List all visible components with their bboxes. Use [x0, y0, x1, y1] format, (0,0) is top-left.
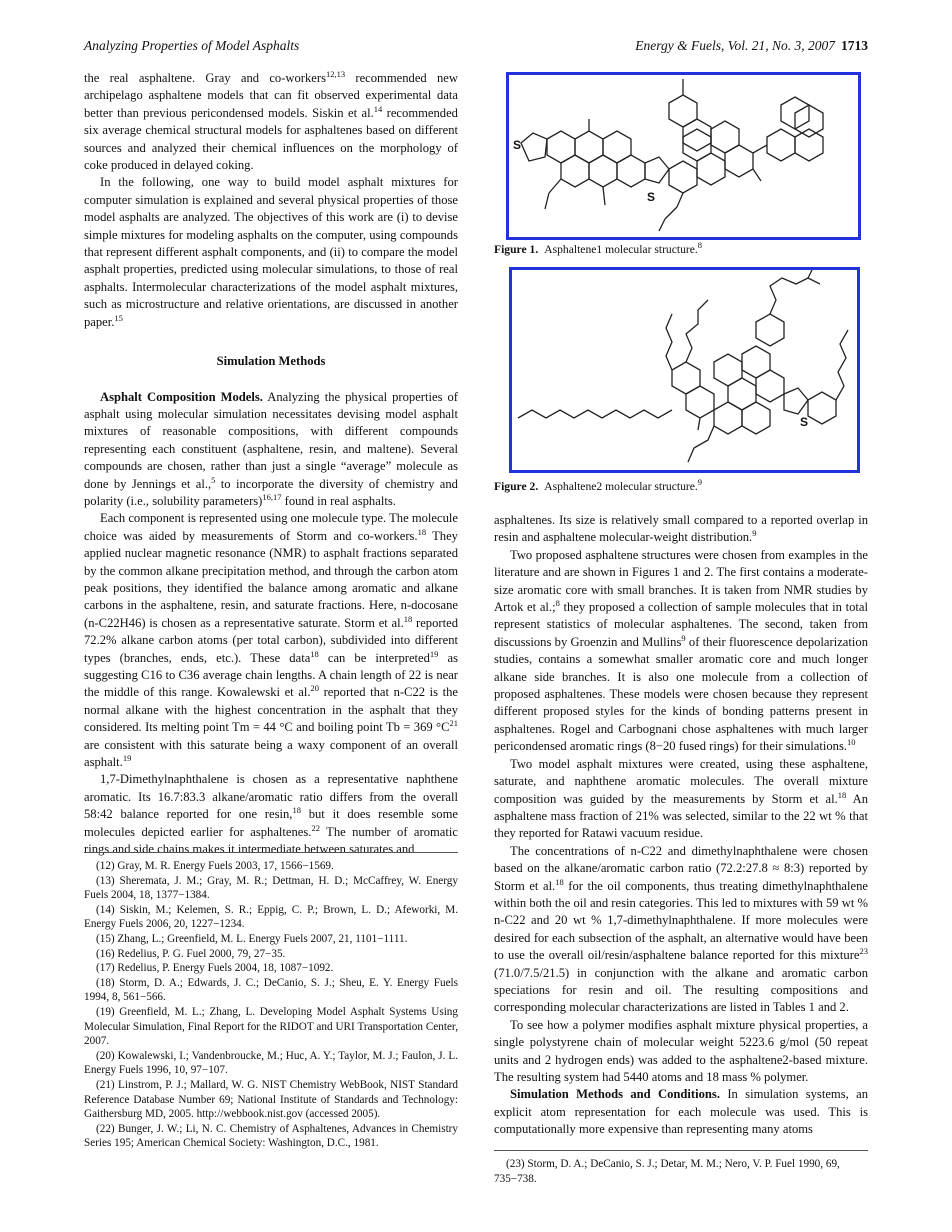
figure-2-asphaltene2-structure [509, 267, 860, 473]
reference-item: (16) Redelius, P. G. Fuel 2000, 79, 27−35. [96, 947, 286, 960]
reference-item: (22) Bunger, J. W.; Li, N. C. Chemistry of Asphaltenes, Advances in Chemistry Series 195; American Chemical Society: Washington, D.C., 1981. [84, 1122, 458, 1150]
molecule-diagram-2 [512, 270, 857, 470]
molecule-diagram-1 [509, 75, 858, 237]
paragraph: Two proposed asphaltene structures were chosen from examples in the literature and are shown in Figures 1 and 2. The first contains a moderate-size aromatic core with small branches. It is taken from NMR studies by Artok et al.;$^8$ they proposed a collection of sample molecules that in total represent statistics of molecular asphaltenes. The second, taken from discussions by Groenzin and Mullins$^9$ of their fluorescence depolarization studies, contains a somewhat smaller aromatic core and much longer alkane side branches. It is also one molecule from a collection of proposed asphaltenes. These models were chosen because they represent different proposed styles for the kinds of bonding patterns present in asphaltenes. Rogel and Carbognani chose asphaltenes with much larger pericondensed aromatic rings (8−20 fused rings) for their simulations.$^{10}$ [494, 547, 868, 754]
paragraph: 1,7-Dimethylnaphthalene is chosen as a representative naphthene aromatic. Its 16.7:83.3 alkane/aromatic ratio differs from the overall 58:42 balance reported for one resin,$^{18}$ but it does resemble some molecules depicted earlier for asphaltenes.$^{22}$ The number of aromatic rings and side chains makes it intermediate between saturates and [84, 772, 458, 857]
paragraph: the real asphaltene. Gray and co-workers$^{12,13}$ recommended new archipelago asphaltene models that can fit observed experimental data better than previous pericondensed models. Siskin et al.$^{14}$ recommended six average chemical structural models for asphaltenes based on different sources and analyzed their chemical influences on the morphology of coke produced in delayed coking. [84, 68, 458, 173]
reference-item: (12) Gray, M. R. Energy Fuels 2003, 17, 1566−1569. [96, 860, 334, 872]
reference-item: (20) Kowalewski, I.; Vandenbroucke, M.; Huc, A. Y.; Taylor, M. J.; Faulon, J. L. Energy Fuels 1996, 10, 97−107. [84, 1049, 458, 1077]
left-column [84, 70, 458, 858]
sulfur-atom-label: S [800, 415, 809, 429]
sulfur-atom-label: S [513, 138, 522, 152]
running-header [84, 38, 868, 58]
reference-item: (19) Greenfield, M. L.; Zhang, L. Developing Model Asphalt Systems Using Molecular Simulation, Final Report for the RIDOT and URI Transportation Center, 2007. [84, 1005, 458, 1048]
page-number: 1713 [841, 38, 868, 53]
reference-item: (17) Redelius, P. Energy Fuels 2004, 18, 1087−1092. [96, 962, 334, 975]
footnote-rule [84, 852, 458, 853]
section-title: Simulation Methods [216, 354, 326, 369]
paragraph: The concentrations of n-C22 and dimethylnaphthalene were chosen based on the alkane/aromatic carbon ratio (72.2:27.8 ≈ 8:3) reported by Storm et al.$^{18}$ for the oil components, thus treating dimethylnaphthalene within both the oil and resin categories. This led to mixtures with 59 wt % n-C22 and 20 wt % 1,7-dimethylnaphthalene. If more molecules were desired for each subsection of the asphalt, an alternative would have been to use the overall oil/resin/asphaltene balance reported for this mixture$^{23}$ (71.0/7.5/21.5) in conjunction with the alkane and aromatic carbon speciations for resin and oil. The resulting compositions and corresponding molecular characterizations are listed in Tables 1 and 2. [494, 843, 868, 1015]
figure-1-caption: Figure 1. Asphaltene1 molecular structure.$^8$ [494, 240, 703, 256]
reference-item: (15) Zhang, L.; Greenfield, M. L. Energy Fuels 2007, 21, 1101−1111. [96, 932, 408, 945]
reference-item: (13) Sheremata, J. M.; Gray, M. R.; Dettman, H. D.; McCaffrey, W. Energy Fuels 2004, 18, 1377−1384. [84, 874, 458, 902]
right-column [494, 512, 868, 1139]
reference-item: (18) Storm, D. A.; Edwards, J. C.; DeCanio, S. J.; Sheu, E. Y. Energy Fuels 1994, 8, 561−566. [84, 976, 458, 1004]
paragraph: Each component is represented using one molecule type. The molecule choice was aided by measurements of Storm and co-workers.$^{18}$ They applied nuclear magnetic resonance (NMR) to asphalt fractions separated by the common alkane precipitation method, and through the carbon atom peak positions, they identified the balance among aromatic and alkane carbons in the asphaltene, resin, and saturate fractions. Here, n-docosane (n-C22H46) is chosen as a representative saturate. Storm et al.$^{18}$ reported 72.2% alkane carbon atoms (per total carbon), subdivided into different types (branches, ends, etc.). These data$^{18}$ can be interpreted$^{19}$ as suggesting C16 to C36 average chain lengths. A chain length of 22 is near the middle of this range. Kowalewski et al.$^{20}$ reported that n-C22 is the normal alkane with the highest concentration in the asphalt that they considered. Its melting point Tm = 44 °C and boiling point Tb = 369 $^\circ C^{21}$ are consistent with this saturate being a waxy component of an overall asphalt.$^{19}$ [84, 511, 458, 770]
reference-item: (14) Siskin, M.; Kelemen, S. R.; Eppig, C. P.; Brown, L. D.; Afeworki, M. Energy Fuels 2006, 20, 1227−1234. [84, 903, 458, 931]
paragraph: Asphalt Composition Models. Analyzing the physical properties of asphalt using molecular simulation necessitates devising model asphalt mixtures of reasonable compositions, with different compounds representing each constituent (asphaltene, resin, and maltene). Several compounds are chosen, rather than just a single “average” molecule as done by Jennings et al.,$^5$ to incorporate the diversity of chemistry and polarity (i.e., solubility parameters)$^{16,17}$ found in real asphalts. [84, 389, 458, 508]
figure-2-caption: Figure 2. Asphaltene2 molecular structure.$^9$ [494, 477, 703, 493]
references-left [84, 852, 458, 1151]
header-journal [635, 38, 868, 54]
references-right [494, 1150, 868, 1186]
paragraph: Two model asphalt mixtures were created, using these asphaltene, saturate, and naphthene aromatic molecules. The overall mixture composition was guided by the measurements by Storm et al.$^{18}$ An asphaltene mass fraction of 21% was selected, similar to the 22 wt % that they reported for Ratawi vacuum residue. [494, 756, 868, 841]
paragraph: In the following, one way to build model asphalt mixtures for computer simulation is explained and several physical properties of those model asphalts are analyzed. The objectives of this work are (i) to devise simple mixtures for modeling asphalts on the computer, using compounds that represent different asphalt components, and (ii) to compare the model asphalt properties, predicted using molecular simulations, to those of real asphalts. Intermolecular characterizations of the model asphalt mixtures, such as microstructure and relative orientations, are discussed in another paper.$^{15}$ [84, 175, 458, 329]
paragraph: asphaltenes. Its size is relatively small compared to a reported overlap in resin and asphaltene molecular-weight distribution.$^9$ [494, 513, 868, 545]
journal-citation: Energy & Fuels, Vol. 21, No. 3, 2007 [635, 38, 835, 53]
figure-1-asphaltene1-structure [506, 72, 861, 240]
reference-item: (23) Storm, D. A.; DeCanio, S. J.; Detar, M. M.; Nero, V. P. Fuel 1990, 69, 735−738. [494, 1158, 840, 1185]
paragraph: To see how a polymer modifies asphalt mixture physical properties, a single polystyrene chain of molecular weight 5223.6 g/mol (50 repeat units and 2 hydrogen ends) was added to the asphaltene2-based mixture. The resulting system had 5440 atoms and 18 mass % polymer. [494, 1017, 868, 1084]
sulfur-atom-label: S [647, 190, 656, 204]
paragraph: Simulation Methods and Conditions. In simulation systems, an explicit atom representation for each molecule was used. This is computationally more expensive than representing many atoms [494, 1087, 868, 1137]
header-title: Analyzing Properties of Model Asphalts [84, 38, 300, 53]
footnote-rule [494, 1150, 868, 1151]
reference-item: (21) Linstrom, P. J.; Mallard, W. G. NIST Chemistry WebBook, NIST Standard Reference Database Number 69; National Institute of Standards and Technology: Gaithersburg MD, 2005. http://webbook.nist.gov (accessed 2005). [84, 1078, 458, 1121]
